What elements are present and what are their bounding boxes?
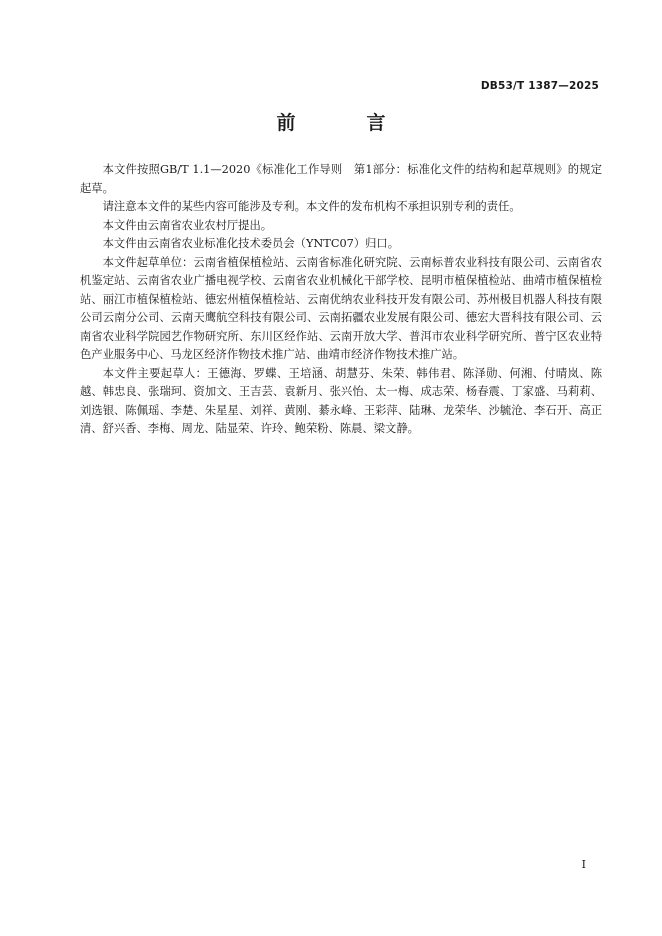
- paragraph-drafting-rules: 本文件按照GB/T 1.1—2020《标准化工作导则 第1部分：标准化文件的结构和起草规则》的规定起草。: [80, 163, 602, 195]
- paragraph-drafters: 本文件主要起草人：王德海、罗蝶、王培涵、胡慧芬、朱荣、韩伟君、陈泽勋、何湘、付晴岚、陈越、韩忠良、张瑞珂、资加文、王吉芸、袁新月、张兴怡、太一梅、成志荣、杨春震、丁家盛、马莉莉、刘选银、陈佩瑶、李楚、朱星星、刘祥、黄刚、綦永峰、王彩萍、陆琳、龙荣华、沙毓沧、李石开、高正清、舒兴香、李梅、周龙、陆显荣、许玲、鲍荣粉、陈晨、梁文静。: [80, 366, 602, 435]
- paragraph-patent-notice: 请注意本文件的某些内容可能涉及专利。本文件的发布机构不承担识别专利的责任。: [102, 200, 521, 213]
- paragraph-proposer: 本文件由云南省农业农村厅提出。: [102, 218, 273, 232]
- paragraph-centralized-by: 本文件由云南省农业标准化技术委员会（YNTC07）归口。: [102, 237, 400, 250]
- page-title: 前 言: [276, 112, 412, 134]
- page-number: I: [581, 858, 586, 871]
- document-code: DB53/T 1387—2025: [480, 80, 599, 92]
- paragraph-drafting-units: 本文件起草单位：云南省植保植检站、云南省标准化研究院、云南标普农业科技有限公司、云南省农机鉴定站、云南省农业广播电视学校、云南省农业机械化干部学校、昆明市植保植检站、曲靖市植保植检站、丽江市植保植检站、德宏州植保植检站、云南优纳农业科技开发有限公司、苏州极目机器人科技有限公司云南分公司、云南天鹰航空科技有限公司、云南拓疆农业发展有限公司、德宏大晋科技有限公司、云南省农业科学院园艺作物研究所、东川区经作站、云南开放大学、普洱市农业科学研究所、普宁区农业特色产业服务中心、马龙区经济作物技术推广站、曲靖市经济作物技术推广站。: [80, 255, 602, 361]
- document-body: [80, 161, 602, 439]
